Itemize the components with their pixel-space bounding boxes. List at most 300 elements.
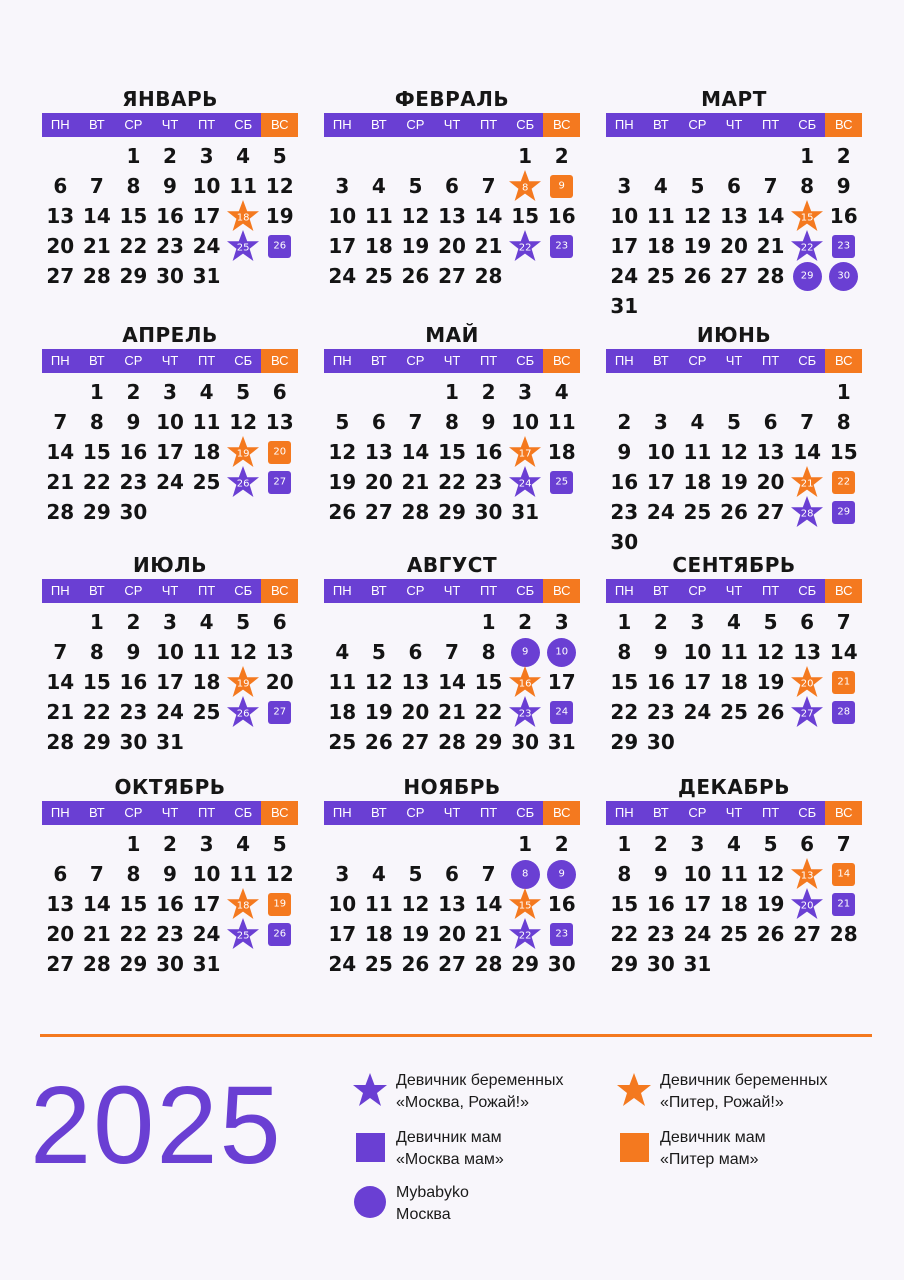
weekday-label: ВС (825, 349, 862, 373)
day-number: 24 (328, 952, 357, 976)
day-number: 8 (521, 182, 529, 194)
weekday-label: ЧТ (716, 113, 753, 137)
day-number: 1 (518, 832, 533, 856)
day-number: 13 (438, 204, 466, 228)
day-number: 18 (192, 670, 221, 694)
weekday-label: ПТ (188, 801, 225, 825)
month-title: СЕНТЯБРЬ (672, 553, 796, 577)
day-number: 12 (401, 204, 430, 228)
day-number: 10 (610, 204, 639, 228)
day-number: 28 (401, 500, 430, 524)
empty-cell (752, 377, 789, 407)
day-number: 29 (511, 952, 540, 976)
orange-star-icon (790, 857, 824, 891)
day-number: 30 (511, 730, 540, 754)
weekday-label: ПН (606, 349, 643, 373)
day-number: 17 (646, 470, 675, 494)
month (606, 322, 862, 557)
month (324, 86, 580, 291)
month-title: ИЮЛЬ (132, 553, 208, 577)
day-number: 28 (438, 730, 466, 754)
purple-square-icon (832, 701, 855, 724)
event-day (225, 667, 262, 697)
day-number: 16 (610, 470, 639, 494)
day-number: 18 (192, 440, 221, 464)
day-number: 11 (328, 670, 357, 694)
day-number: 14 (82, 892, 111, 916)
month-title: АПРЕЛЬ (122, 323, 218, 347)
purple-star-icon (352, 1070, 388, 1110)
day-number: 11 (720, 640, 748, 664)
day-number: 12 (265, 174, 294, 198)
day-number: 18 (364, 922, 393, 946)
month-title: МАЙ (425, 323, 479, 347)
weekday-label: СР (679, 579, 716, 603)
empty-cell (679, 141, 716, 171)
weekday-header (324, 579, 580, 603)
day-number: 20 (800, 678, 814, 690)
day-number: 22 (119, 922, 148, 946)
day-number: 9 (836, 174, 851, 198)
day-number: 30 (837, 270, 851, 282)
event-day (225, 919, 262, 949)
legend-item-piter-pregnant (616, 1070, 827, 1114)
day-number: 6 (53, 174, 68, 198)
orange-square-icon (832, 471, 855, 494)
month-title: ДЕКАБРЬ (678, 775, 790, 799)
day-number: 31 (192, 264, 221, 288)
day-number: 6 (53, 862, 68, 886)
day-number: 8 (89, 410, 104, 434)
event-day (261, 889, 298, 919)
day-number: 17 (156, 670, 184, 694)
empty-cell (679, 377, 716, 407)
event-day (825, 697, 862, 727)
weekday-label: ЧТ (152, 579, 189, 603)
event-day (261, 919, 298, 949)
day-number: 18 (236, 212, 250, 224)
purple-star-icon (790, 495, 824, 529)
event-day (543, 919, 580, 949)
event-day (825, 231, 862, 261)
day-number: 1 (617, 610, 632, 634)
empty-cell (606, 377, 643, 407)
weekday-header (42, 349, 298, 373)
day-number: 12 (328, 440, 357, 464)
weekday-label: ПН (606, 113, 643, 137)
day-number: 14 (793, 440, 822, 464)
day-number: 28 (46, 730, 75, 754)
day-number: 24 (555, 706, 569, 718)
day-number: 1 (617, 832, 632, 856)
event-day (507, 437, 544, 467)
day-number: 3 (690, 610, 705, 634)
day-number: 26 (273, 240, 287, 252)
day-number: 18 (683, 470, 712, 494)
weekday-label: ЧТ (716, 349, 753, 373)
day-number: 18 (646, 234, 675, 258)
day-number: 15 (829, 440, 858, 464)
weekday-label: СБ (789, 349, 826, 373)
day-number: 2 (836, 144, 851, 168)
month (42, 774, 298, 979)
day-number: 11 (229, 174, 258, 198)
day-number: 19 (265, 204, 294, 228)
purple-square-icon (352, 1127, 388, 1167)
weekday-label: ПТ (188, 113, 225, 137)
day-number: 20 (46, 234, 75, 258)
day-number: 13 (364, 440, 393, 464)
day-number: 3 (554, 610, 569, 634)
purple-star-icon (508, 917, 542, 951)
day-number: 5 (763, 610, 778, 634)
weekday-label: ПН (324, 801, 361, 825)
day-number: 6 (272, 380, 287, 404)
weekday-label: ПТ (752, 801, 789, 825)
day-number: 15 (119, 204, 148, 228)
day-number: 8 (521, 868, 529, 880)
orange-star-icon (508, 169, 542, 203)
month-title: ОКТЯБРЬ (114, 775, 226, 799)
day-number: 10 (156, 640, 184, 664)
day-number: 9 (126, 640, 141, 664)
purple-square-icon (268, 235, 291, 258)
event-day (261, 467, 298, 497)
weekday-header (606, 579, 862, 603)
weekday-label: ВС (261, 579, 298, 603)
empty-cell (324, 141, 361, 171)
day-number: 7 (763, 174, 778, 198)
weekday-header (42, 113, 298, 137)
day-number: 6 (800, 832, 815, 856)
day-number: 11 (229, 862, 258, 886)
weekday-label: СР (115, 113, 152, 137)
day-number: 23 (555, 240, 569, 252)
day-number: 25 (236, 242, 250, 254)
weekday-label: ВТ (79, 579, 116, 603)
day-number: 9 (558, 868, 565, 880)
empty-cell (42, 377, 79, 407)
day-number: 8 (126, 174, 141, 198)
weekday-label: ВТ (643, 801, 680, 825)
day-number: 7 (53, 410, 68, 434)
empty-cell (470, 141, 507, 171)
weekday-label: СБ (225, 349, 262, 373)
day-number: 1 (518, 144, 533, 168)
day-number: 23 (156, 922, 184, 946)
day-number: 26 (236, 708, 250, 720)
day-number: 23 (518, 708, 532, 720)
day-number: 20 (46, 922, 75, 946)
empty-cell (361, 141, 398, 171)
day-number: 8 (89, 640, 104, 664)
day-number: 14 (837, 868, 851, 880)
day-number: 26 (720, 500, 748, 524)
day-grid (324, 377, 580, 527)
weekday-label: СБ (789, 113, 826, 137)
day-number: 6 (800, 610, 815, 634)
event-day (225, 697, 262, 727)
day-number: 29 (119, 952, 148, 976)
day-number: 14 (46, 670, 75, 694)
purple-star-icon (226, 695, 260, 729)
day-number: 21 (474, 234, 503, 258)
day-number: 16 (119, 670, 148, 694)
day-number: 12 (756, 640, 785, 664)
day-number: 29 (438, 500, 466, 524)
month (42, 322, 298, 527)
day-number: 18 (364, 234, 393, 258)
month (606, 774, 862, 979)
day-number: 25 (364, 952, 393, 976)
empty-cell (42, 607, 79, 637)
orange-star-icon (616, 1070, 652, 1110)
month-title: ЯНВАРЬ (122, 87, 218, 111)
day-number: 10 (555, 646, 569, 658)
weekday-label: СБ (225, 801, 262, 825)
day-number: 11 (547, 410, 576, 434)
orange-star-icon (508, 665, 542, 699)
weekday-label: ЧТ (152, 801, 189, 825)
weekday-label: ПТ (470, 113, 507, 137)
weekday-header (42, 801, 298, 825)
day-number: 5 (335, 410, 350, 434)
day-number: 29 (82, 730, 111, 754)
day-number: 24 (518, 478, 532, 490)
day-number: 19 (273, 898, 287, 910)
day-number: 27 (438, 952, 466, 976)
day-number: 17 (328, 234, 357, 258)
day-number: 22 (119, 234, 148, 258)
weekday-label: ПТ (188, 579, 225, 603)
weekday-label: ВТ (79, 349, 116, 373)
day-number: 30 (474, 500, 503, 524)
day-number: 20 (265, 670, 294, 694)
day-number: 7 (481, 174, 496, 198)
day-number: 7 (89, 174, 104, 198)
day-number: 14 (474, 892, 503, 916)
purple-square-icon (832, 501, 855, 524)
weekday-label: СБ (507, 113, 544, 137)
day-number: 15 (518, 900, 532, 912)
day-number: 10 (328, 204, 357, 228)
day-number: 16 (474, 440, 503, 464)
day-number: 11 (720, 862, 748, 886)
day-number: 20 (438, 922, 466, 946)
day-number: 22 (82, 470, 111, 494)
day-grid (606, 377, 862, 557)
day-number: 10 (683, 640, 712, 664)
weekday-label: СБ (507, 579, 544, 603)
weekday-label: ВТ (361, 579, 398, 603)
legend-text-line2: «Москва, Рожай!» (396, 1094, 529, 1111)
day-number: 29 (837, 506, 851, 518)
day-number: 16 (119, 440, 148, 464)
month (606, 86, 862, 321)
day-number: 21 (82, 234, 111, 258)
day-number: 2 (481, 380, 496, 404)
weekday-label: ВТ (79, 113, 116, 137)
day-number: 25 (683, 500, 712, 524)
month-title: НОЯБРЬ (403, 775, 501, 799)
weekday-label: СР (115, 349, 152, 373)
event-day (507, 889, 544, 919)
day-number: 13 (800, 870, 814, 882)
day-number: 24 (646, 500, 675, 524)
orange-star-icon (508, 887, 542, 921)
day-grid (42, 141, 298, 291)
legend-text-line2: Москва (396, 1206, 451, 1223)
day-number: 4 (199, 380, 214, 404)
orange-star-icon (790, 665, 824, 699)
day-number: 5 (236, 380, 251, 404)
day-number: 2 (126, 610, 141, 634)
day-number: 11 (192, 410, 221, 434)
day-number: 7 (836, 610, 851, 634)
orange-square-icon (268, 441, 291, 464)
weekday-header (606, 113, 862, 137)
day-number: 8 (836, 410, 851, 434)
weekday-label: ПТ (470, 579, 507, 603)
day-number: 15 (119, 892, 148, 916)
day-number: 24 (156, 700, 184, 724)
event-day (225, 437, 262, 467)
day-number: 5 (763, 832, 778, 856)
empty-cell (716, 377, 753, 407)
day-number: 21 (474, 922, 503, 946)
day-number: 2 (518, 610, 533, 634)
day-number: 24 (328, 264, 357, 288)
day-number: 27 (756, 500, 785, 524)
weekday-label: ВС (543, 801, 580, 825)
day-number: 3 (199, 832, 214, 856)
day-number: 18 (720, 670, 748, 694)
event-day (507, 637, 544, 667)
event-day (789, 889, 826, 919)
day-number: 9 (481, 410, 496, 434)
purple-circle-icon (511, 860, 540, 889)
day-number: 30 (646, 730, 675, 754)
day-number: 22 (82, 700, 111, 724)
day-number: 4 (335, 640, 350, 664)
purple-square-icon (832, 235, 855, 258)
day-number: 28 (46, 500, 75, 524)
day-number: 9 (163, 174, 177, 198)
weekday-label: СР (397, 113, 434, 137)
empty-cell (324, 377, 361, 407)
weekday-label: СР (679, 113, 716, 137)
day-number: 25 (192, 470, 221, 494)
day-number: 5 (727, 410, 741, 434)
day-number: 4 (371, 174, 386, 198)
day-number: 28 (82, 264, 111, 288)
day-number: 6 (763, 410, 778, 434)
day-number: 21 (401, 470, 430, 494)
day-number: 31 (683, 952, 712, 976)
weekday-header (606, 801, 862, 825)
day-number: 3 (163, 380, 177, 404)
empty-cell (643, 141, 680, 171)
day-number: 2 (126, 380, 141, 404)
event-day (789, 497, 826, 527)
day-number: 15 (610, 892, 639, 916)
weekday-label: СБ (507, 801, 544, 825)
day-number: 3 (653, 410, 668, 434)
day-number: 30 (547, 952, 576, 976)
weekday-label: ПН (42, 113, 79, 137)
event-day (225, 201, 262, 231)
day-number: 2 (554, 144, 569, 168)
day-number: 11 (646, 204, 675, 228)
event-day (225, 231, 262, 261)
event-day (225, 467, 262, 497)
event-day (507, 919, 544, 949)
day-number: 29 (82, 500, 111, 524)
weekday-label: СР (397, 801, 434, 825)
day-number: 29 (610, 730, 639, 754)
day-number: 9 (163, 862, 177, 886)
day-number: 20 (364, 470, 393, 494)
day-number: 12 (401, 892, 430, 916)
day-number: 3 (335, 174, 350, 198)
day-number: 21 (837, 676, 851, 688)
day-number: 23 (156, 234, 184, 258)
day-number: 17 (518, 448, 532, 460)
weekday-label: ВС (825, 579, 862, 603)
empty-cell (789, 377, 826, 407)
day-number: 4 (371, 862, 386, 886)
day-number: 27 (793, 922, 822, 946)
day-number: 13 (438, 892, 466, 916)
day-number: 10 (192, 174, 221, 198)
purple-square-icon (550, 701, 573, 724)
day-number: 2 (653, 832, 668, 856)
legend-text-line2: «Питер, Рожай!» (660, 1094, 784, 1111)
day-number: 4 (727, 832, 741, 856)
day-number: 26 (401, 952, 430, 976)
day-number: 11 (683, 440, 712, 464)
day-number: 4 (690, 410, 705, 434)
day-number: 20 (756, 470, 785, 494)
empty-cell (397, 141, 434, 171)
day-number: 12 (265, 862, 294, 886)
event-day (543, 859, 580, 889)
day-number: 27 (273, 476, 287, 488)
weekday-label: ВТ (361, 113, 398, 137)
day-number: 3 (518, 380, 533, 404)
day-number: 15 (438, 440, 466, 464)
weekday-label: ВС (261, 349, 298, 373)
day-number: 2 (163, 832, 177, 856)
day-number: 9 (521, 646, 529, 658)
day-number: 29 (474, 730, 503, 754)
orange-star-icon (508, 435, 542, 469)
weekday-label: ВС (261, 113, 298, 137)
event-day (507, 697, 544, 727)
weekday-label: ВТ (361, 349, 398, 373)
day-number: 27 (46, 264, 75, 288)
purple-star-icon (790, 229, 824, 263)
orange-square-icon (832, 863, 855, 886)
year-title: 2025 (30, 1064, 283, 1187)
legend-text-line1: Девичник мам (660, 1129, 766, 1146)
day-number: 14 (46, 440, 75, 464)
day-number: 23 (474, 470, 503, 494)
day-number: 29 (119, 264, 148, 288)
empty-cell (397, 607, 434, 637)
day-number: 9 (653, 862, 668, 886)
day-number: 3 (163, 610, 177, 634)
